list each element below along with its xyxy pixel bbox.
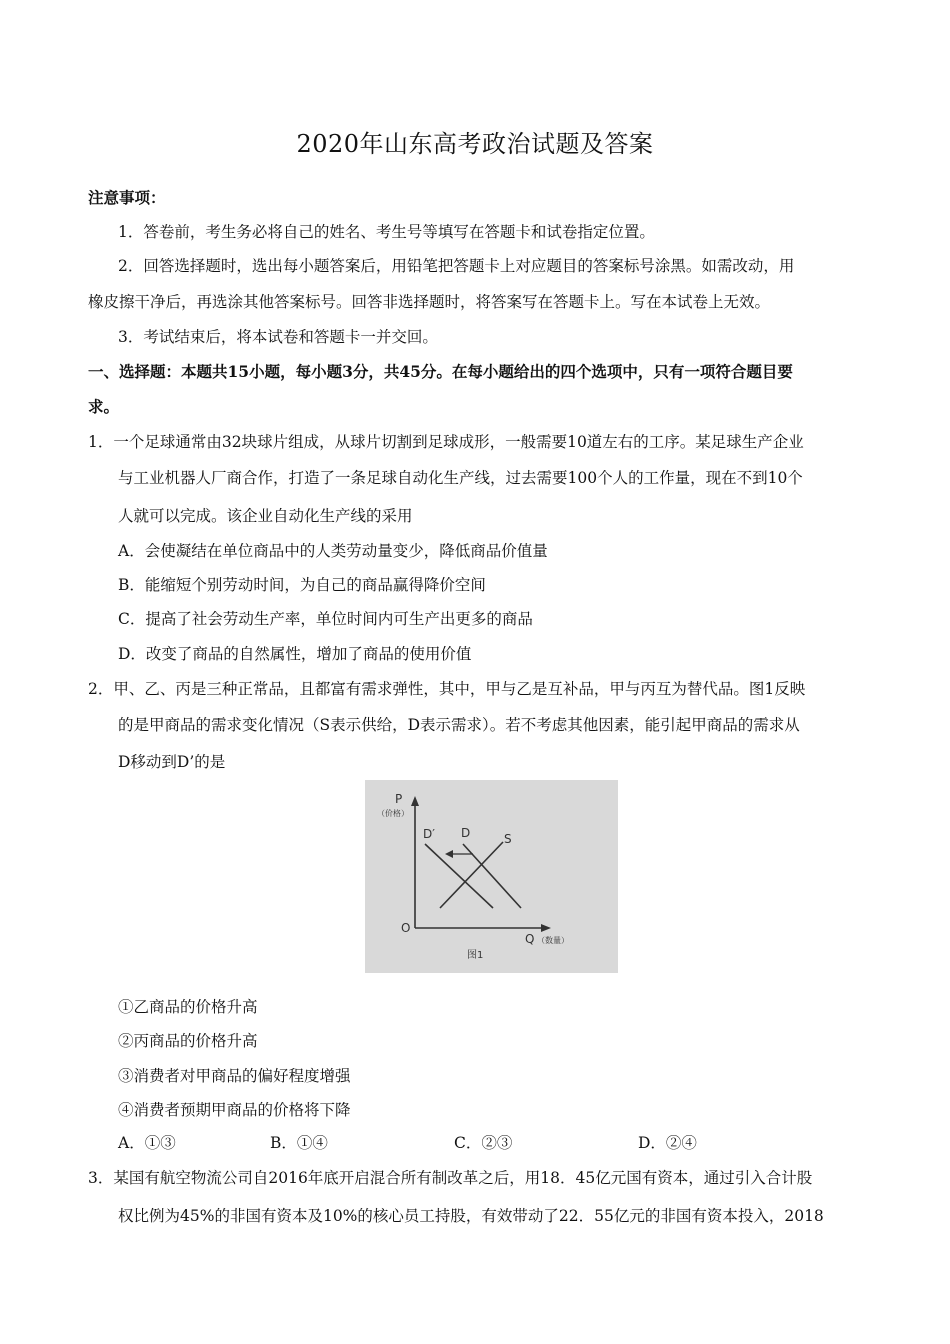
origin-label: O [401,921,411,935]
question-2-statement: ②丙商品的价格升高 [118,1032,258,1050]
axis-label-p-sub: （价格） [377,809,409,818]
question-2-stem: D移动到D’的是 [118,753,226,771]
question-2-stem: 2．甲、乙、丙是三种正常品，且都富有需求弹性，其中，甲与乙是互补品，甲与丙互为替代品。图1反映 [88,680,806,698]
axis-label-p: P [395,792,403,806]
axis-label-q-sub: （数量） [537,936,569,945]
label-s: S [504,832,512,846]
demand-supply-figure [365,780,618,973]
question-2-answer-d: D．②④ [638,1134,697,1152]
question-1-stem: 1．一个足球通常由32块球片组成，从球片切割到足球成形，一般需要10道左右的工序。某足球生产企业 [88,433,804,451]
question-2-statement: ③消费者对甲商品的偏好程度增强 [118,1067,351,1085]
axis-label-q: Q [525,932,535,946]
question-1-stem: 人就可以完成。该企业自动化生产线的采用 [118,507,413,525]
label-d: D [461,826,471,840]
question-2-stem: 的是甲商品的需求变化情况（S表示供给，D表示需求）。若不考虑其他因素，能引起甲商品的需求从 [118,716,800,734]
page-title: 2020年山东高考政治试题及答案 [296,130,654,158]
question-2-answer-b: B．①④ [270,1134,328,1152]
question-2-statement: ①乙商品的价格升高 [118,998,258,1016]
question-2-answers [118,1131,818,1153]
section-heading: 一、选择题：本题共15小题，每小题3分，共45分。在每小题给出的四个选项中，只有一项符合题目要 [88,362,793,381]
question-3-stem: 3．某国有航空物流公司自2016年底开启混合所有制改革之后，用18．45亿元国有资本，通过引入合计股 [88,1169,813,1187]
question-1-option-b: B．能缩短个别劳动时间，为自己的商品赢得降价空间 [118,576,486,594]
question-1-option-d: D．改变了商品的自然属性，增加了商品的使用价值 [118,645,472,663]
question-1-option-c: C．提高了社会劳动生产率，单位时间内可生产出更多的商品 [118,610,533,628]
question-1-stem: 与工业机器人厂商合作，打造了一条足球自动化生产线，过去需要100个人的工作量，现在不到10个 [118,469,803,487]
section-heading: 求。 [88,397,120,416]
shift-arrow-head [445,850,453,858]
question-2-answer-c: C．②③ [454,1134,513,1152]
question-2-statement: ④消费者预期甲商品的价格将下降 [118,1101,351,1119]
notice-heading: 注意事项： [88,188,166,207]
question-2-answer-a: A．①③ [118,1134,176,1152]
y-axis-arrow [411,796,419,806]
question-3-stem: 权比例为45%的非国有资本及10%的核心员工持股，有效带动了22．55亿元的非国有资本投入，2018 [118,1207,824,1225]
notice-item: 3．考试结束后，将本试卷和答题卡一并交回。 [118,328,438,346]
label-d-prime: D′ [423,827,435,841]
figure-caption: 图1 [467,950,484,961]
notice-item: 橡皮擦干净后，再选涂其他答案标号。回答非选择题时，将答案写在答题卡上。写在本试卷上无效。 [88,293,771,311]
question-1-option-a: A．会使凝结在单位商品中的人类劳动量变少，降低商品价值量 [118,542,548,560]
notice-item: 1．答卷前，考生务必将自己的姓名、考生号等填写在答题卡和试卷指定位置。 [118,223,655,241]
notice-item: 2．回答选择题时，选出每小题答案后，用铅笔把答题卡上对应题目的答案标号涂黑。如需改动，用 [118,257,795,275]
x-axis-arrow [541,924,551,932]
